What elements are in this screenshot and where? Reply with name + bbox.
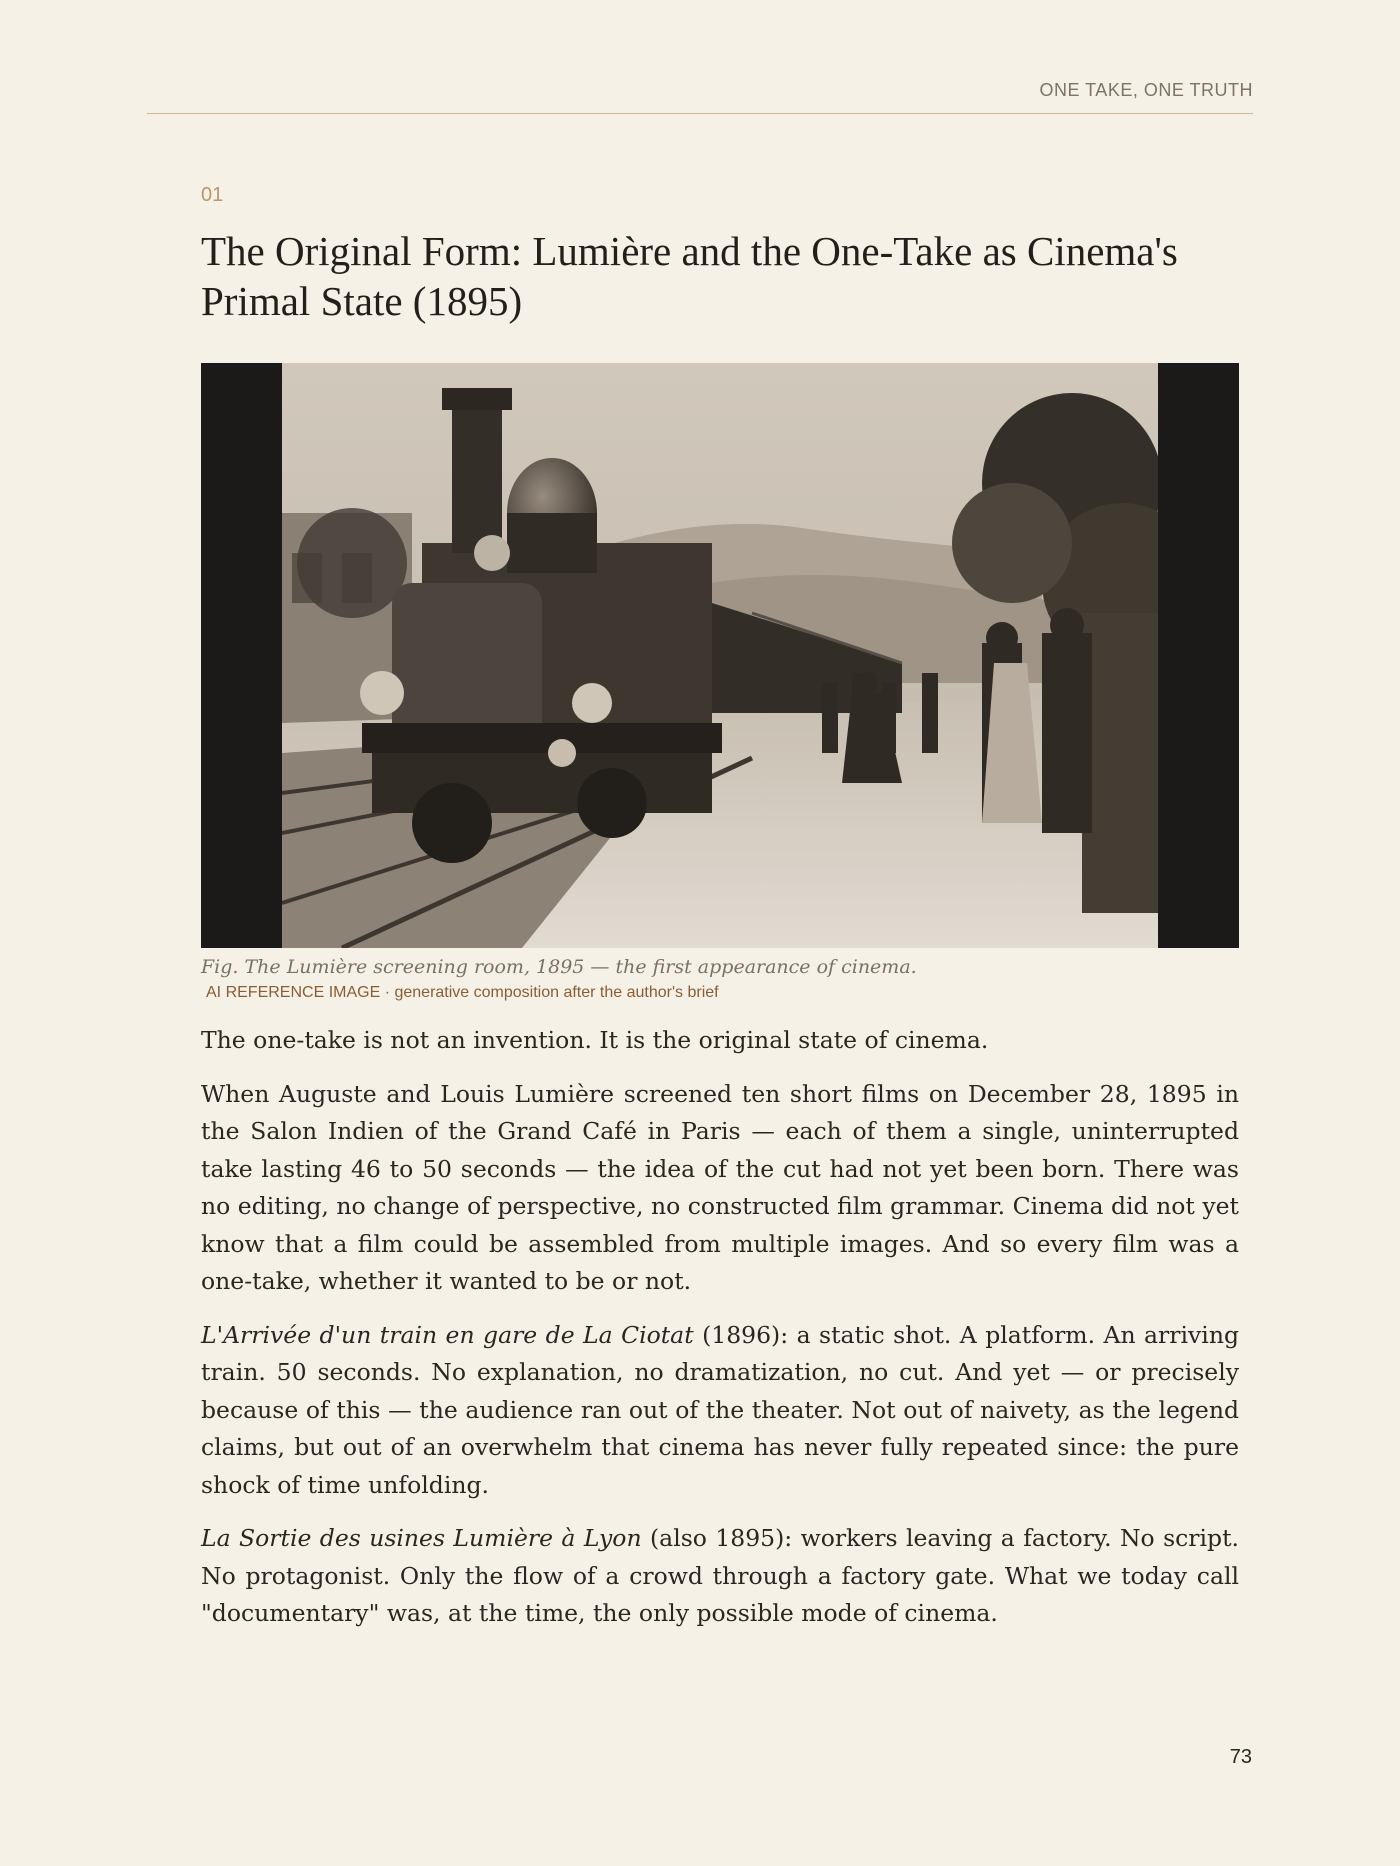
paragraph-4-text: (also 1895): workers leaving a factory. No script. No protagonist. Only the flow of a crowd through a factory gate. What we today call "documentary" was, at the time, the only possible mode of cinema. bbox=[201, 1524, 1239, 1627]
film-title-sortie: La Sortie des usines Lumière à Lyon bbox=[201, 1524, 642, 1552]
paragraph-2: When Auguste and Louis Lumière screened ten short films on December 28, 1895 in the Salon Indien of the Grand Café in Paris — each of them a single, uninterrupted take lasting 46 to 50 seconds — the idea of the cut had not yet been born. There was no editing, no change of perspective, no constructed film grammar. Cinema did not yet know that a film could be assembled from multiple images. And so every film was a one-take, whether it wanted to be or not. bbox=[201, 1079, 1239, 1295]
chapter-title: The Original Form: Lumière and the One-Take as Cinema's Primal State (1895) bbox=[201, 228, 1178, 324]
figure-caption: Fig. The Lumière screening room, 1895 — the first appearance of cinema. bbox=[201, 956, 917, 978]
paragraph-1: The one-take is not an invention. It is the original state of cinema. bbox=[201, 1026, 989, 1054]
figure-frame bbox=[201, 363, 1239, 948]
paragraph-3-text: (1896): a static shot. A platform. An arriving train. 50 seconds. No explanation, no dramatization, no cut. And yet — or precisely because of this — the audience ran out of the theater. Not out of naivety, as the legend claims, but out of an overwhelm that cinema has never fully repeated since: the pure shock of time unfolding. bbox=[201, 1320, 1239, 1499]
film-title-arrivee: L'Arrivée d'un train en gare de La Ciotat bbox=[201, 1320, 694, 1349]
page-number: 73 bbox=[1229, 1746, 1252, 1768]
paragraph-3 bbox=[201, 1317, 1239, 1505]
figure-credit: AI REFERENCE IMAGE · generative composition after the author's brief bbox=[206, 984, 719, 1001]
train-station-photo bbox=[282, 363, 1158, 948]
body-text bbox=[201, 1022, 1239, 1649]
paragraph-4 bbox=[201, 1520, 1239, 1633]
chapter-number: 01 bbox=[201, 184, 224, 206]
running-head bbox=[147, 80, 1253, 114]
running-head-title: ONE TAKE, ONE TRUTH bbox=[1039, 80, 1253, 100]
